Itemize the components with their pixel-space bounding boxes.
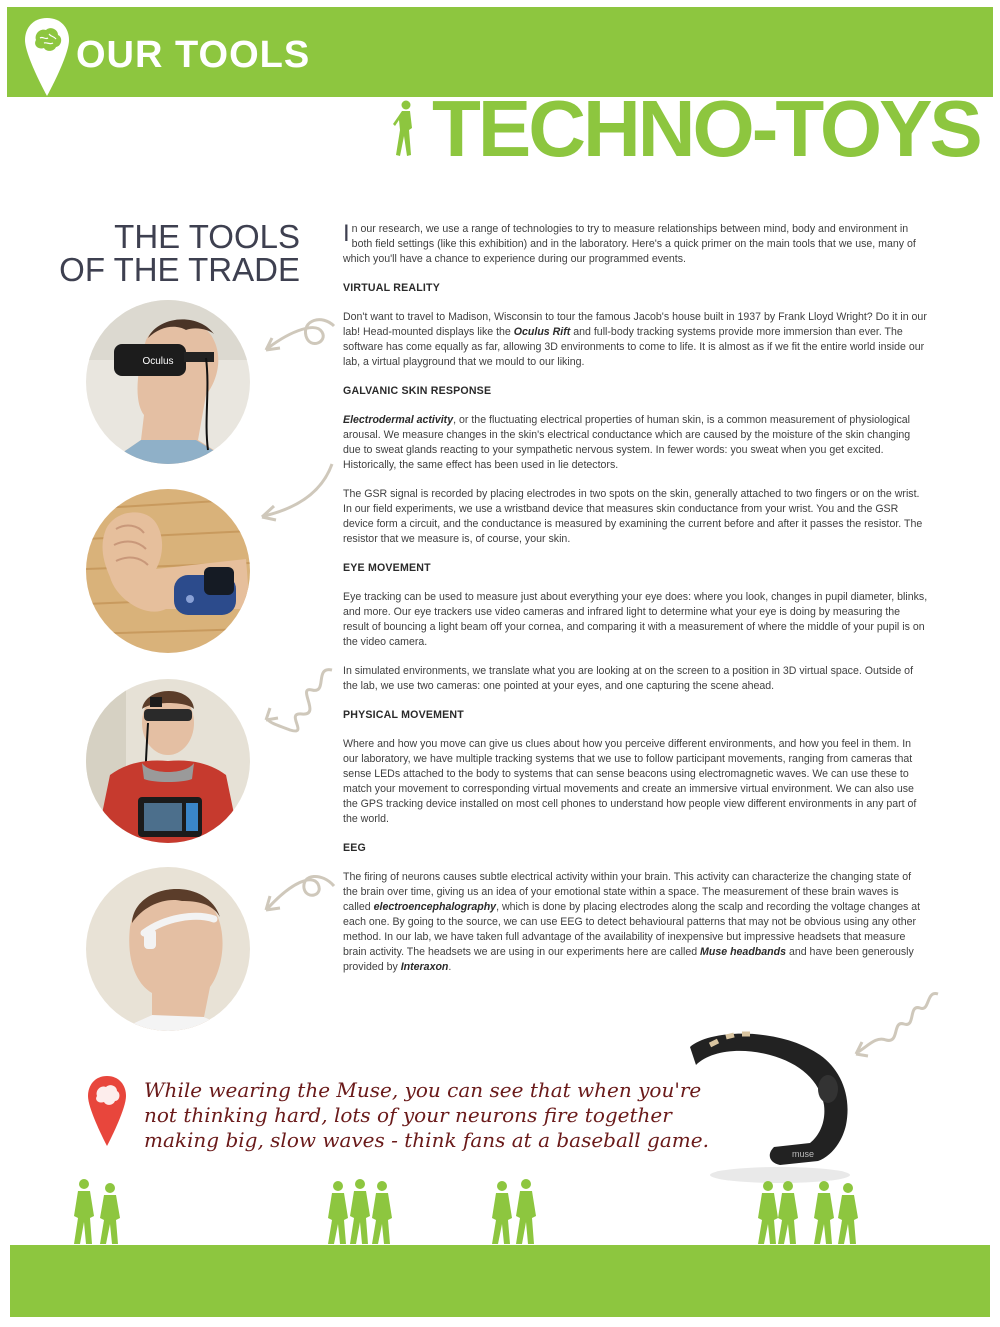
curved-arrow-icon	[258, 462, 336, 522]
muse-quote: While wearing the Muse, you can see that when you're not thinking hard, lots of your neurons fire together making big, slow waves - think fans at a baseball game.	[144, 1078, 709, 1152]
gsr-paragraph-2: The GSR signal is recorded by placing electrodes in two spots on the skin, generally attached to two fingers or on the wrist. In our field experiments, we use a wristband device that measures skin conductance from your wrist. You and the GSR device form a circuit, and the conductance is measured by examining the current before and after it passes the resistor. The resistor that we measure is, of course, your skin.	[343, 488, 923, 545]
vr-paragraph: Don't want to travel to Madison, Wisconsin to tour the famous Jacob's house built in 1937 by Frank Lloyd Wright? Do it in our lab! Head-mounted displays like the Oculus Rift and full-body tracking systems provide more immersion than ever. The software has come equally as far, allowing 3D environments to come to life. It is almost as if we fit the entire world inside our lab, a virtual playground that we mould to our liking.	[343, 311, 927, 368]
eeg-paragraph: The firing of neurons causes subtle electrical activity within your brain. This activity can characterize the changing state of the brain over time, giving us an idea of your emotional state within a space. The measurement of these brain waves is called electroencephalography, which is done by placing electrodes along the scalp and recording the voltage changes at each one. By going to the source, we can use EEG to detect behavioural patterns that may not be obvious using any other method. In our lab, we have taken full advantage of the availability of inexpensive but impressive headsets that measure brain activity. The headsets we are using in our experiments here are called Muse headbands and have been generously provided by Interaxon.	[343, 871, 921, 973]
vr-heading: VIRTUAL REALITY	[343, 282, 440, 294]
eeg-heading: EEG	[343, 842, 366, 854]
tools-heading-line2: OF THE TRADE	[59, 251, 300, 288]
intro-dropcap: I	[343, 220, 350, 247]
bottom-banner	[10, 1245, 990, 1317]
gsr-heading: GALVANIC SKIN RESPONSE	[343, 385, 492, 397]
movement-paragraph: Where and how you move can give us clues about how you perceive different environments, and how you feel in them. In our laboratory, we have multiple tracking systems that we use to follow participant movements, ranging from cameras that sense LEDs attached to the body to systems that can sense beacons using electromagnetic waves. We can use these to match your movement to corresponding virtual movements and create an immersive virtual environment. We can also use the GPS tracking device installed on most cell phones to understand how people view different environments in any part of the world.	[343, 738, 917, 825]
tools-heading	[40, 220, 300, 286]
curly-arrow-icon	[262, 312, 338, 364]
muse-headband-image	[670, 1025, 870, 1187]
eye-heading: EYE MOVEMENT	[343, 562, 431, 574]
muse-label: muse	[792, 1149, 815, 1159]
people-silhouettes-right	[756, 1178, 864, 1246]
gsr-paragraph-1: Electrodermal activity, or the fluctuating electrical properties of human skin, is a common measurement of physiological arousal. We measure changes in the skin's electrical conductance which are caused by the moisture of the skin changing due to sweat glands reacting to your sympathetic nervous system. In fewer words: you sweat when you get excited. Historically, the same effect has been used in lie detectors.	[343, 414, 911, 471]
article-body	[343, 222, 928, 989]
intro-paragraph: In our research, we use a range of technologies to try to measure relationships between mind, body and environment in both field settings (like this exhibition) and in the laboratory. Here's a quick primer on the main tools that we use, many of which you'll have a chance to experience during our programmed events.	[343, 220, 916, 265]
oculus-label: Oculus	[142, 356, 174, 367]
banner-title: OUR TOOLS	[76, 34, 311, 76]
red-brain-pin-icon	[86, 1074, 128, 1148]
main-title: TECHNO-TOYS	[432, 90, 980, 168]
brain-pin-icon	[22, 16, 72, 98]
gsr-photo	[86, 489, 250, 653]
movement-heading: PHYSICAL MOVEMENT	[343, 709, 464, 721]
eye-paragraph-1: Eye tracking can be used to measure just about everything your eye does: where you look, changes in pupil diameter, blinks, and more. Our eye trackers use video cameras and infrared light to determine what your eye is doing by measuring the result of bouncing a light beam off your cornea, and comparing it with a measurement of where the middle of your pupil is on the video camera.	[343, 591, 928, 648]
people-silhouettes-center-left	[326, 1178, 398, 1246]
vr-photo	[86, 300, 250, 464]
people-silhouettes-center	[488, 1178, 544, 1246]
walking-person-icon	[390, 100, 420, 158]
eeg-photo	[86, 867, 250, 1031]
eye-tracker-photo	[86, 679, 250, 843]
loop-arrow-icon	[262, 868, 338, 918]
people-silhouettes-left	[68, 1178, 128, 1246]
loopy-arrow-icon	[262, 664, 340, 744]
tools-heading-line1: THE TOOLS	[114, 218, 300, 255]
eye-paragraph-2: In simulated environments, we translate what you are looking at on the screen to a position in 3D virtual space. Outside of the lab, we use two cameras: one pointed at your eyes, and one capturing the scene ahead.	[343, 665, 914, 692]
